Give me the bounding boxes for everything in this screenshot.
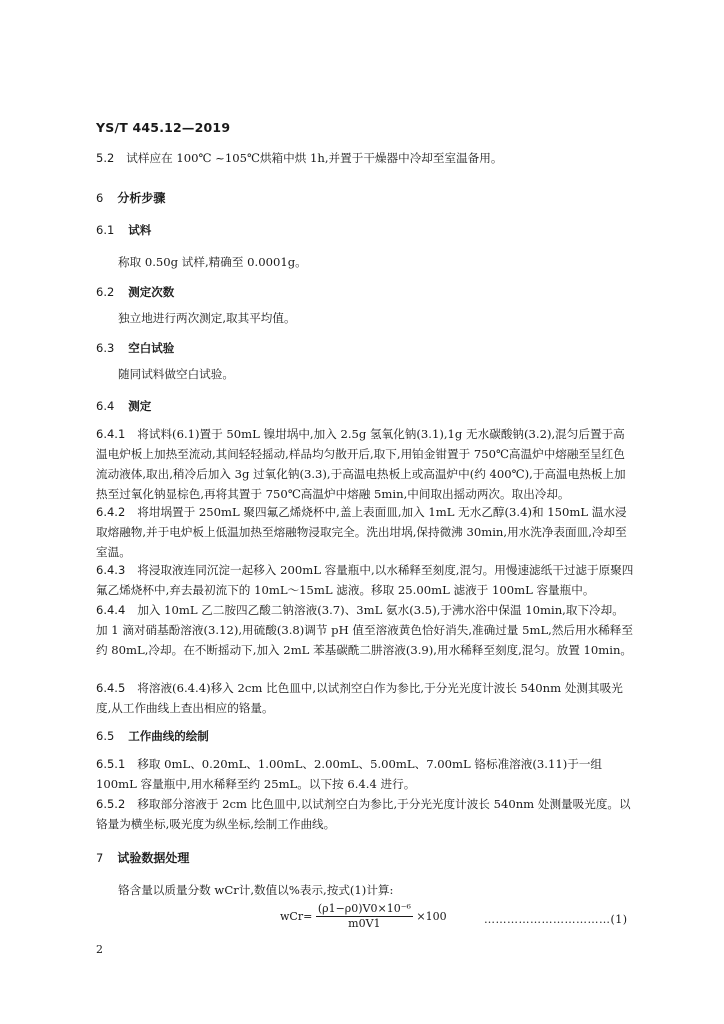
section-6-4-heading [96,396,634,416]
section-6-5-heading [96,726,634,746]
section-title: 空白试验 [128,341,175,355]
clause-number: 6.4.4 [96,603,126,617]
section-title: 试验数据处理 [117,851,190,865]
clause-6-5-2 [96,794,634,834]
clause-text: 移取部分溶液于 2cm 比色皿中,以试剂空白为参比,于分光光度计波长 540nm 处测量吸光度。以铬量为横坐标,吸光度为纵坐标,绘制工作曲线。 [96,797,631,831]
formula-numerator: (ρ1−ρ0)V0×10⁻⁶ [317,902,411,915]
formula-1 [280,902,447,931]
section-number: 6.3 [96,341,115,355]
clause-text: 将溶液(6.4.4)移入 2cm 比色皿中,以试剂空白作为参比,于分光光度计波长 540nm 处测其吸光度,从工作曲线上查出相应的铬量。 [96,681,623,715]
clause-text: 试样应在 100℃ ~105℃烘箱中烘 1h,并置于干燥器中冷却至室温备用。 [126,151,503,165]
formula-lhs: wCr= [280,909,313,923]
section-title: 试料 [128,223,152,237]
clause-6-4-5 [96,678,634,718]
section-6-1-heading [96,220,634,240]
section-number: 6.2 [96,285,115,299]
section-number: 6.5 [96,729,115,743]
section-number: 7 [96,851,104,865]
section-title: 测定次数 [128,285,175,299]
section-7-text: 铬含量以质量分数 wCr计,数值以%表示,按式(1)计算: [118,883,394,897]
clause-6-4-3 [96,560,634,600]
section-title: 分析步骤 [117,191,166,205]
formula-fraction [316,902,413,931]
formula-denominator: m0V1 [348,917,381,930]
section-6-1-text: 称取 0.50g 试样,精确至 0.0001g。 [118,255,307,269]
clause-text: 将坩埚置于 250mL 聚四氟乙烯烧杯中,盖上表面皿,加入 1mL 无水乙醇(3.4)和 150mL 温水浸取熔融物,并于电炉板上低温加热至熔融物浸取完全。洗出坩埚,保持微沸 30min,用水洗净表面皿,冷却至室温。 [96,505,627,559]
section-6-3-text: 随同试料做空白试验。 [118,367,234,381]
clause-text: 移取 0mL、0.20mL、1.00mL、2.00mL、5.00mL、7.00mL 铬标准溶液(3.11)于一组 100mL 容量瓶中,用水稀释至约 25mL。以下按 6.4.4 进行。 [96,757,603,791]
section-title: 测定 [128,399,152,413]
section-number: 6.4 [96,399,115,413]
clause-number: 6.4.2 [96,505,126,519]
section-title: 工作曲线的绘制 [128,729,209,743]
section-number: 6.1 [96,223,115,237]
clause-text: 将试料(6.1)置于 50mL 镍坩埚中,加入 2.5g 氢氧化钠(3.1),1g 无水碳酸钠(3.2),混匀后置于高温电炉板上加热至流动,其间轻轻摇动,样品均匀散开后,取下,用铂金钳置于 750℃高温炉中熔融至呈红色流动液体,取出,稍冷后加入 3g 过氧化钠(3.3),于高温电热板上或高温炉中(约 400℃),于高温电热板上加热至过氧化钠显棕色,再将其置于 750℃高温炉中熔融 5min,中间取出摇动两次。取出冷却。 [96,427,626,501]
clause-text: 将浸取液连同沉淀一起移入 200mL 容量瓶中,以水稀释至刻度,混匀。用慢速滤纸干过滤于原聚四氟乙烯烧杯中,弃去最初流下的 10mL～15mL 滤液。移取 25.00mL 滤液于 100mL 容量瓶中。 [96,563,634,597]
standard-code: YS/T 445.12—2019 [96,120,231,135]
clause-5-2 [96,148,634,168]
clause-6-4-4 [96,600,634,660]
clause-number: 6.5.2 [96,797,126,811]
clause-6-4-1 [96,424,634,504]
clause-number: 5.2 [96,151,115,165]
equation-number: ……………………………(1) [484,913,628,926]
formula-tail: ×100 [416,909,447,923]
clause-number: 6.5.1 [96,757,126,771]
clause-number: 6.4.5 [96,681,126,695]
section-7-heading [96,848,634,868]
clause-6-4-2 [96,502,634,562]
section-number: 6 [96,191,104,205]
section-6-3-heading [96,338,634,358]
clause-number: 6.4.3 [96,563,126,577]
clause-6-5-1 [96,754,634,794]
clause-number: 6.4.1 [96,427,126,441]
section-6-2-heading [96,282,634,302]
section-6-heading [96,188,634,208]
section-6-2-text: 独立地进行两次测定,取其平均值。 [118,311,296,325]
clause-text: 加入 10mL 乙二胺四乙酸二钠溶液(3.7)、3mL 氨水(3.5),于沸水浴中保温 10min,取下冷却。加 1 滴对硝基酚溶液(3.12),用硫酸(3.8)调节 pH 值至溶液黄色恰好消失,准确过量 5mL,然后用水稀释至约 80mL,冷却。在不断摇动下,加入 2mL 苯基碳酰二肼溶液(3.9),用水稀释至刻度,混匀。放置 10min。 [96,603,633,657]
page-number: 2 [96,943,103,956]
